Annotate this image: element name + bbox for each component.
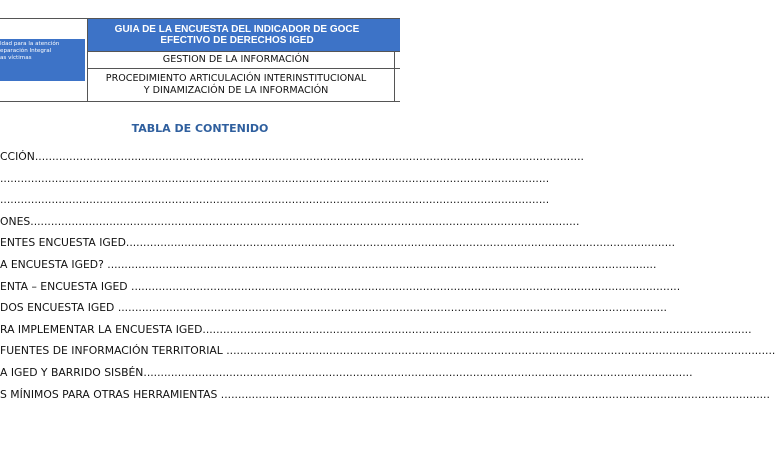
toc-leader-dots: ................................................................................................................................................................ — [143, 365, 693, 379]
toc-entry[interactable] — [0, 297, 667, 319]
toc-entry-label: A ENCUESTA IGED? — [0, 257, 108, 271]
toc-entry-label: ENTES ENCUESTA IGED — [0, 236, 126, 250]
toc-leader-dots: ................................................................................................................................................................ — [30, 214, 580, 228]
document-title — [88, 18, 400, 52]
procedure-line: Y DINAMIZACIÓN DE LA INFORMACIÓN — [143, 85, 329, 96]
toc-leader-dots: ................................................................................................................................................................ — [131, 279, 681, 293]
toc-leader-dots: ................................................................................................................................................................ — [107, 257, 657, 271]
title-line: EFECTIVO DE DERECHOS IGED — [160, 35, 314, 46]
toc-title: TABLA DE CONTENIDO — [131, 122, 269, 135]
table-border — [394, 52, 395, 102]
toc-entry[interactable] — [0, 276, 681, 298]
toc-entry[interactable] — [0, 319, 752, 341]
title-line: GUIA DE LA ENCUESTA DEL INDICADOR DE GOCE — [114, 24, 360, 35]
toc-entry-label: CCIÓN — [0, 150, 35, 163]
toc-entry-label: DOS ENCUESTA IGED — [0, 301, 118, 315]
toc-entry[interactable] — [0, 384, 770, 406]
toc-entry-label: RA IMPLEMENTAR LA ENCUESTA IGED — [0, 322, 203, 336]
logo-cell — [0, 18, 88, 102]
toc-entry[interactable] — [0, 168, 550, 190]
toc-leader-dots: ................................................................................................................................................................ — [117, 301, 667, 315]
logo-text — [0, 41, 84, 62]
toc-entry[interactable] — [0, 146, 584, 168]
toc-leader-dots: ................................................................................................................................................................ — [125, 236, 676, 250]
process-name: GESTION DE LA INFORMACIÓN — [88, 52, 400, 69]
logo-line: eparación Integral — [0, 48, 52, 54]
toc-leader-dots: ................................................................................................................................................................ — [0, 193, 550, 207]
logo-line: ldad para la atención — [0, 41, 60, 47]
toc-entry-label: S MÍNIMOS PARA OTRAS HERRAMIENTAS — [0, 387, 221, 401]
logo-line: as víctimas — [0, 55, 32, 61]
toc-leader-dots: ................................................................................................................................................................ — [226, 344, 775, 358]
toc-entry-label: ONES — [0, 214, 31, 228]
toc-entry[interactable] — [0, 211, 580, 233]
toc-entry[interactable] — [0, 189, 550, 211]
document-header — [0, 18, 400, 102]
toc-entry[interactable] — [0, 340, 775, 362]
toc-leader-dots: ................................................................................................................................................................ — [202, 322, 752, 336]
toc-entry[interactable] — [0, 362, 693, 384]
toc-leader-dots: ................................................................................................................................................................ — [220, 387, 770, 401]
toc-leader-dots: ................................................................................................................................................................ — [34, 150, 584, 163]
toc-entry-label: ENTA – ENCUESTA IGED — [0, 279, 132, 293]
toc-entry-label: FUENTES DE INFORMACIÓN TERRITORIAL — [0, 344, 227, 358]
table-of-contents — [0, 146, 775, 405]
toc-entry-label: A IGED Y BARRIDO SISBÉN — [0, 365, 144, 379]
toc-leader-dots: ................................................................................................................................................................ — [0, 171, 550, 185]
procedure-line: PROCEDIMIENTO ARTICULACIÓN INTERINSTITUCIONAL — [105, 73, 367, 84]
procedure-name — [88, 69, 400, 102]
toc-entry[interactable] — [0, 254, 657, 276]
toc-entry[interactable] — [0, 232, 676, 254]
